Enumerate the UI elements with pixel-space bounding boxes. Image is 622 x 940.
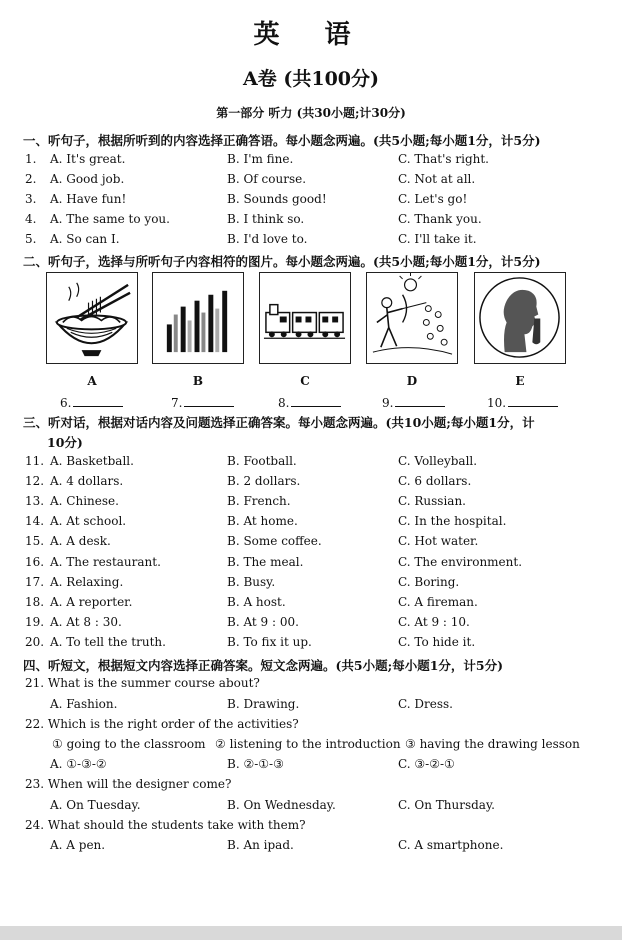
question-number: 5. — [25, 232, 37, 246]
option-a: A. At school. — [50, 514, 127, 528]
option-c: C. A smartphone. — [398, 838, 504, 852]
section-2-heading: 二、听句子，选择与所听句子内容相符的图片。每小题念两遍。(共5小题;每小题1分，计5分) — [23, 254, 541, 269]
question-number: 12. — [25, 474, 45, 488]
option-b: B. Of course. — [227, 172, 307, 186]
blank-number: 6. — [60, 396, 72, 410]
question-number: 18. — [25, 595, 45, 609]
blank-number: 8. — [278, 396, 290, 410]
option-b: B. A host. — [227, 595, 286, 609]
option-c: C. On Thursday. — [398, 798, 495, 812]
option-c: C. Boring. — [398, 575, 460, 589]
section-3-heading: 三、听对话，根据对话内容及问题选择正确答案。每小题念两遍。(共10小题;每小题1分，计 — [23, 415, 535, 430]
option-b: B. Drawing. — [227, 697, 300, 711]
option-c: C. At 9 : 10. — [398, 615, 470, 629]
option-a: A. Fashion. — [50, 697, 118, 711]
picture-label: C — [300, 374, 310, 388]
question-number: 11. — [25, 454, 45, 468]
question-number: 14. — [25, 514, 45, 528]
option-a: A. A reporter. — [50, 595, 133, 609]
question-number: 4. — [25, 212, 37, 226]
section-1-heading: 一、听句子，根据所听到的内容选择正确答语。每小题念两遍。(共5小题;每小题1分，计5分) — [23, 133, 541, 148]
option-a: A. The same to you. — [50, 212, 170, 226]
option-b: B. Busy. — [227, 575, 276, 589]
part-title: 第一部分 听力 (共30小题;计30分) — [216, 106, 406, 120]
option-a: A. 4 dollars. — [50, 474, 124, 488]
answer-blank[interactable] — [487, 395, 558, 410]
question-23: 23. When will the designer come? — [25, 777, 232, 791]
answer-blank[interactable] — [278, 395, 341, 410]
option-a: A. The restaurant. — [50, 555, 161, 569]
picture-bar-chart — [152, 272, 244, 364]
option-a: A. Have fun! — [50, 192, 127, 206]
option-c: C. The environment. — [398, 555, 523, 569]
option-c: C. That's right. — [398, 152, 489, 166]
picture-archer — [366, 272, 458, 364]
option-b: B. An ipad. — [227, 838, 294, 852]
paper-subtitle: A卷 (共100分) — [243, 68, 379, 90]
option-a: A. A pen. — [50, 838, 106, 852]
option-c: C. Let's go! — [398, 192, 468, 206]
question-22: 22. Which is the right order of the activities? — [25, 717, 299, 731]
option-c: C. 6 dollars. — [398, 474, 472, 488]
option-b: B. French. — [227, 494, 291, 508]
option-b: B. I think so. — [227, 212, 305, 226]
option-c: C. Hot water. — [398, 534, 479, 548]
option-b: B. Football. — [227, 454, 297, 468]
option-c: C. Thank you. — [398, 212, 482, 226]
option-b: B. At 9 : 00. — [227, 615, 299, 629]
activity-2: ② listening to the introduction — [215, 737, 401, 751]
section-3-heading-cont: 10分) — [47, 435, 83, 450]
option-b: B. The meal. — [227, 555, 304, 569]
option-c: C. Volleyball. — [398, 454, 478, 468]
option-a: A. So can I. — [50, 232, 120, 246]
option-c: C. To hide it. — [398, 635, 476, 649]
option-c: C. Dress. — [398, 697, 453, 711]
option-b: B. To fix it up. — [227, 635, 312, 649]
option-a: A. It's great. — [50, 152, 126, 166]
question-24: 24. What should the students take with them? — [25, 818, 306, 832]
option-a: A. To tell the truth. — [50, 635, 166, 649]
option-c: C. A fireman. — [398, 595, 478, 609]
picture-label: E — [515, 374, 525, 388]
question-number: 16. — [25, 555, 45, 569]
section-4-heading: 四、听短文，根据短文内容选择正确答案。短文念两遍。(共5小题;每小题1分，计5分) — [23, 658, 504, 673]
option-a: A. On Tuesday. — [50, 798, 141, 812]
question-number: 20. — [25, 635, 45, 649]
option-c: C. I'll take it. — [398, 232, 477, 246]
option-b: B. At home. — [227, 514, 298, 528]
question-number: 2. — [25, 172, 37, 186]
answer-blank[interactable] — [60, 395, 123, 410]
picture-noodles — [46, 272, 138, 364]
picture-silence — [474, 272, 566, 364]
option-c: C. In the hospital. — [398, 514, 507, 528]
question-number: 15. — [25, 534, 45, 548]
option-a: A. At 8 : 30. — [50, 615, 122, 629]
picture-label: D — [406, 374, 418, 388]
picture-label: A — [87, 374, 97, 388]
option-c: C. Russian. — [398, 494, 466, 508]
question-number: 1. — [25, 152, 37, 166]
exam-title: 英 语 — [253, 20, 369, 50]
option-b: B. I'd love to. — [227, 232, 308, 246]
option-a: A. Good job. — [50, 172, 125, 186]
question-21: 21. What is the summer course about? — [25, 676, 260, 690]
page-footer-bar — [0, 926, 622, 940]
option-a: A. Relaxing. — [50, 575, 124, 589]
option-b: B. Sounds good! — [227, 192, 327, 206]
option-a: A. ①-③-② — [50, 757, 107, 771]
answer-blank[interactable] — [171, 395, 234, 410]
question-number: 3. — [25, 192, 37, 206]
picture-train — [259, 272, 351, 364]
activity-3: ③ having the drawing lesson — [405, 737, 580, 751]
option-b: B. 2 dollars. — [227, 474, 301, 488]
question-number: 17. — [25, 575, 45, 589]
option-c: C. Not at all. — [398, 172, 476, 186]
option-b: B. Some coffee. — [227, 534, 322, 548]
blank-number: 7. — [171, 396, 183, 410]
option-a: A. A desk. — [50, 534, 111, 548]
option-b: B. ②-①-③ — [227, 757, 284, 771]
option-b: B. On Wednesday. — [227, 798, 336, 812]
option-c: C. ③-②-① — [398, 757, 455, 771]
blank-number: 10. — [487, 396, 507, 410]
blank-number: 9. — [382, 396, 394, 410]
question-number: 19. — [25, 615, 45, 629]
answer-blank[interactable] — [382, 395, 445, 410]
option-a: A. Basketball. — [50, 454, 134, 468]
option-a: A. Chinese. — [50, 494, 119, 508]
question-number: 13. — [25, 494, 45, 508]
picture-label: B — [192, 374, 204, 388]
option-b: B. I'm fine. — [227, 152, 294, 166]
activity-1: ① going to the classroom — [52, 737, 206, 751]
